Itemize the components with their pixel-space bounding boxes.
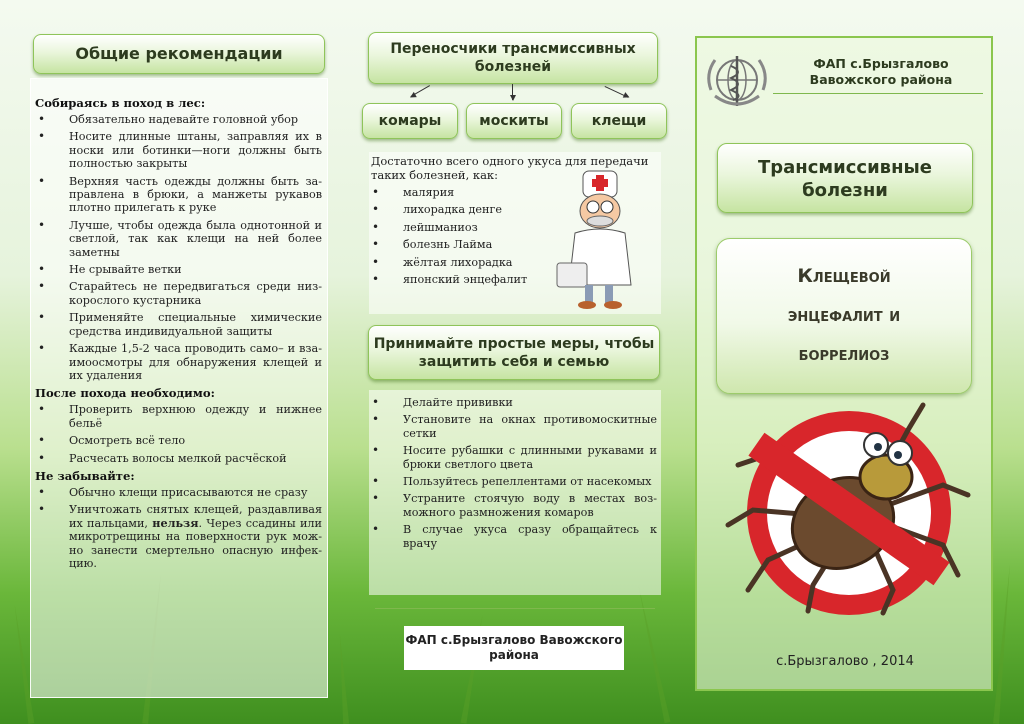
carrier-label: комары (378, 113, 442, 129)
list-item: • Каждые 1,5-2 часа проводить само– и вза-имоосмотры для обнаружения клещей и их удаления (35, 342, 322, 382)
list-item: • Не срывайте ветки (35, 263, 322, 276)
before-hike-list (35, 113, 322, 382)
remember-item-text: Уничтожать снятых клещей, раздавливая их пальцами, (69, 503, 322, 530)
carrier-ticks (571, 103, 667, 139)
measures-block (369, 390, 661, 595)
after-hike-list (35, 403, 322, 465)
list-item: • Старайтесь не передвигаться среди низ-корослого кустарника (35, 280, 322, 307)
list-item: • Расчесать волосы мелкой расчёской (35, 452, 322, 465)
org-underline (773, 93, 983, 94)
list-item: • Установите на окнах противомоскитные сетки (369, 413, 657, 440)
organization-name (783, 56, 979, 88)
no-ticks-sign-icon (718, 385, 980, 621)
remember-item-bold: нельзя (152, 515, 199, 530)
main-title-box (716, 238, 972, 394)
list-item: • жёлтая лихорадка (369, 256, 539, 269)
measures-title: Принимайте простые меры, чтобы защитить себя и семью (373, 336, 655, 370)
list-item: • Осмотреть всё тело (35, 434, 322, 447)
remember-item-text: Обычно клещи присасываются не сразу (69, 485, 308, 499)
remember-list (35, 486, 322, 570)
list-item: • Лучше, чтобы одежда была однотонной и светлой, так как клещи на ней более заметны (35, 219, 322, 259)
remember-item-text: . Через ссадины или микротрещины на поверхности рук мож-но занести смертельно опасную инфек-цию. (69, 516, 322, 570)
carrier-label: клещи (591, 113, 647, 129)
carriers-header (368, 32, 658, 84)
general-recommendations-title: Общие рекомендации (75, 44, 283, 63)
list-item: • Проверить верхнюю одежду и нижнее бельё (35, 403, 322, 430)
list-item: • Верхняя часть одежды должны быть за-правлена в брюки, а манжеты рукавов плотно прилегать к руке (35, 175, 322, 215)
main-title-line-2: энцефалит и (787, 304, 901, 326)
list-item: • В случае укуса сразу обращайтесь к врачу (369, 523, 657, 550)
arrow-to-sandflies (512, 84, 513, 100)
who-logo-icon (701, 50, 773, 116)
list-item: • Устраните стоячую воду в местах воз-можного размножения комаров (369, 492, 657, 519)
subject-title: Трансмиссивные болезни (757, 157, 932, 201)
carrier-mosquitoes (362, 103, 458, 139)
list-item (35, 486, 322, 499)
measures-list (369, 390, 657, 550)
organization-name-text: ФАП с.Брызгалово Вавожского района (809, 56, 953, 87)
list-item: • Обязательно надевайте головной убор (35, 113, 322, 126)
arrow-to-mosquitoes (410, 85, 430, 97)
list-item: • Делайте прививки (369, 396, 657, 409)
after-hike-heading: После похода необходимо: (35, 386, 215, 401)
middle-footer-text: ФАП с.Брызгалово Вавожского района (405, 633, 623, 662)
diseases-list (369, 186, 539, 286)
middle-divider (375, 608, 655, 609)
list-item (35, 503, 322, 570)
list-item: • Пользуйтесь репеллентами от насекомых (369, 475, 657, 488)
measures-header (368, 325, 660, 380)
left-text (35, 92, 322, 574)
subject-header (717, 143, 973, 213)
main-title-line-3: боррелиоз (798, 343, 890, 365)
list-item: • Носите рубашки с длинными рукавами и брюки светлого цвета (369, 444, 657, 471)
list-item: • лихорадка денге (369, 203, 539, 216)
list-item: • Носите длинные штаны, заправляя их в носки или ботинки—ноги должны быть полностью закрыты (35, 130, 322, 170)
carrier-sandflies (466, 103, 562, 139)
middle-footer (404, 626, 624, 670)
carrier-label: москиты (479, 113, 549, 129)
list-item: • малярия (369, 186, 539, 199)
general-recommendations-header (33, 34, 325, 74)
list-item: • Применяйте специальные химические средства индивидуальной защиты (35, 311, 322, 338)
arrow-to-ticks (605, 86, 629, 98)
before-hike-heading: Собираясь в поход в лес: (35, 96, 206, 110)
list-item: • болезнь Лайма (369, 238, 539, 251)
place-year (745, 654, 945, 669)
main-title-line-1: Клещевой (797, 265, 891, 287)
diseases-intro: Достаточно всего одного укуса для передачи таких болезней, как: (371, 154, 649, 182)
carriers-title: Переносчики трансмиссивных болезней (390, 41, 636, 75)
remember-heading: Не забывайте: (35, 468, 135, 483)
list-item: • японский энцефалит (369, 273, 539, 286)
doctor-illustration (553, 163, 645, 313)
list-item: • лейшманиоз (369, 221, 539, 234)
place-year-text: с.Брызгалово , 2014 (776, 654, 914, 669)
